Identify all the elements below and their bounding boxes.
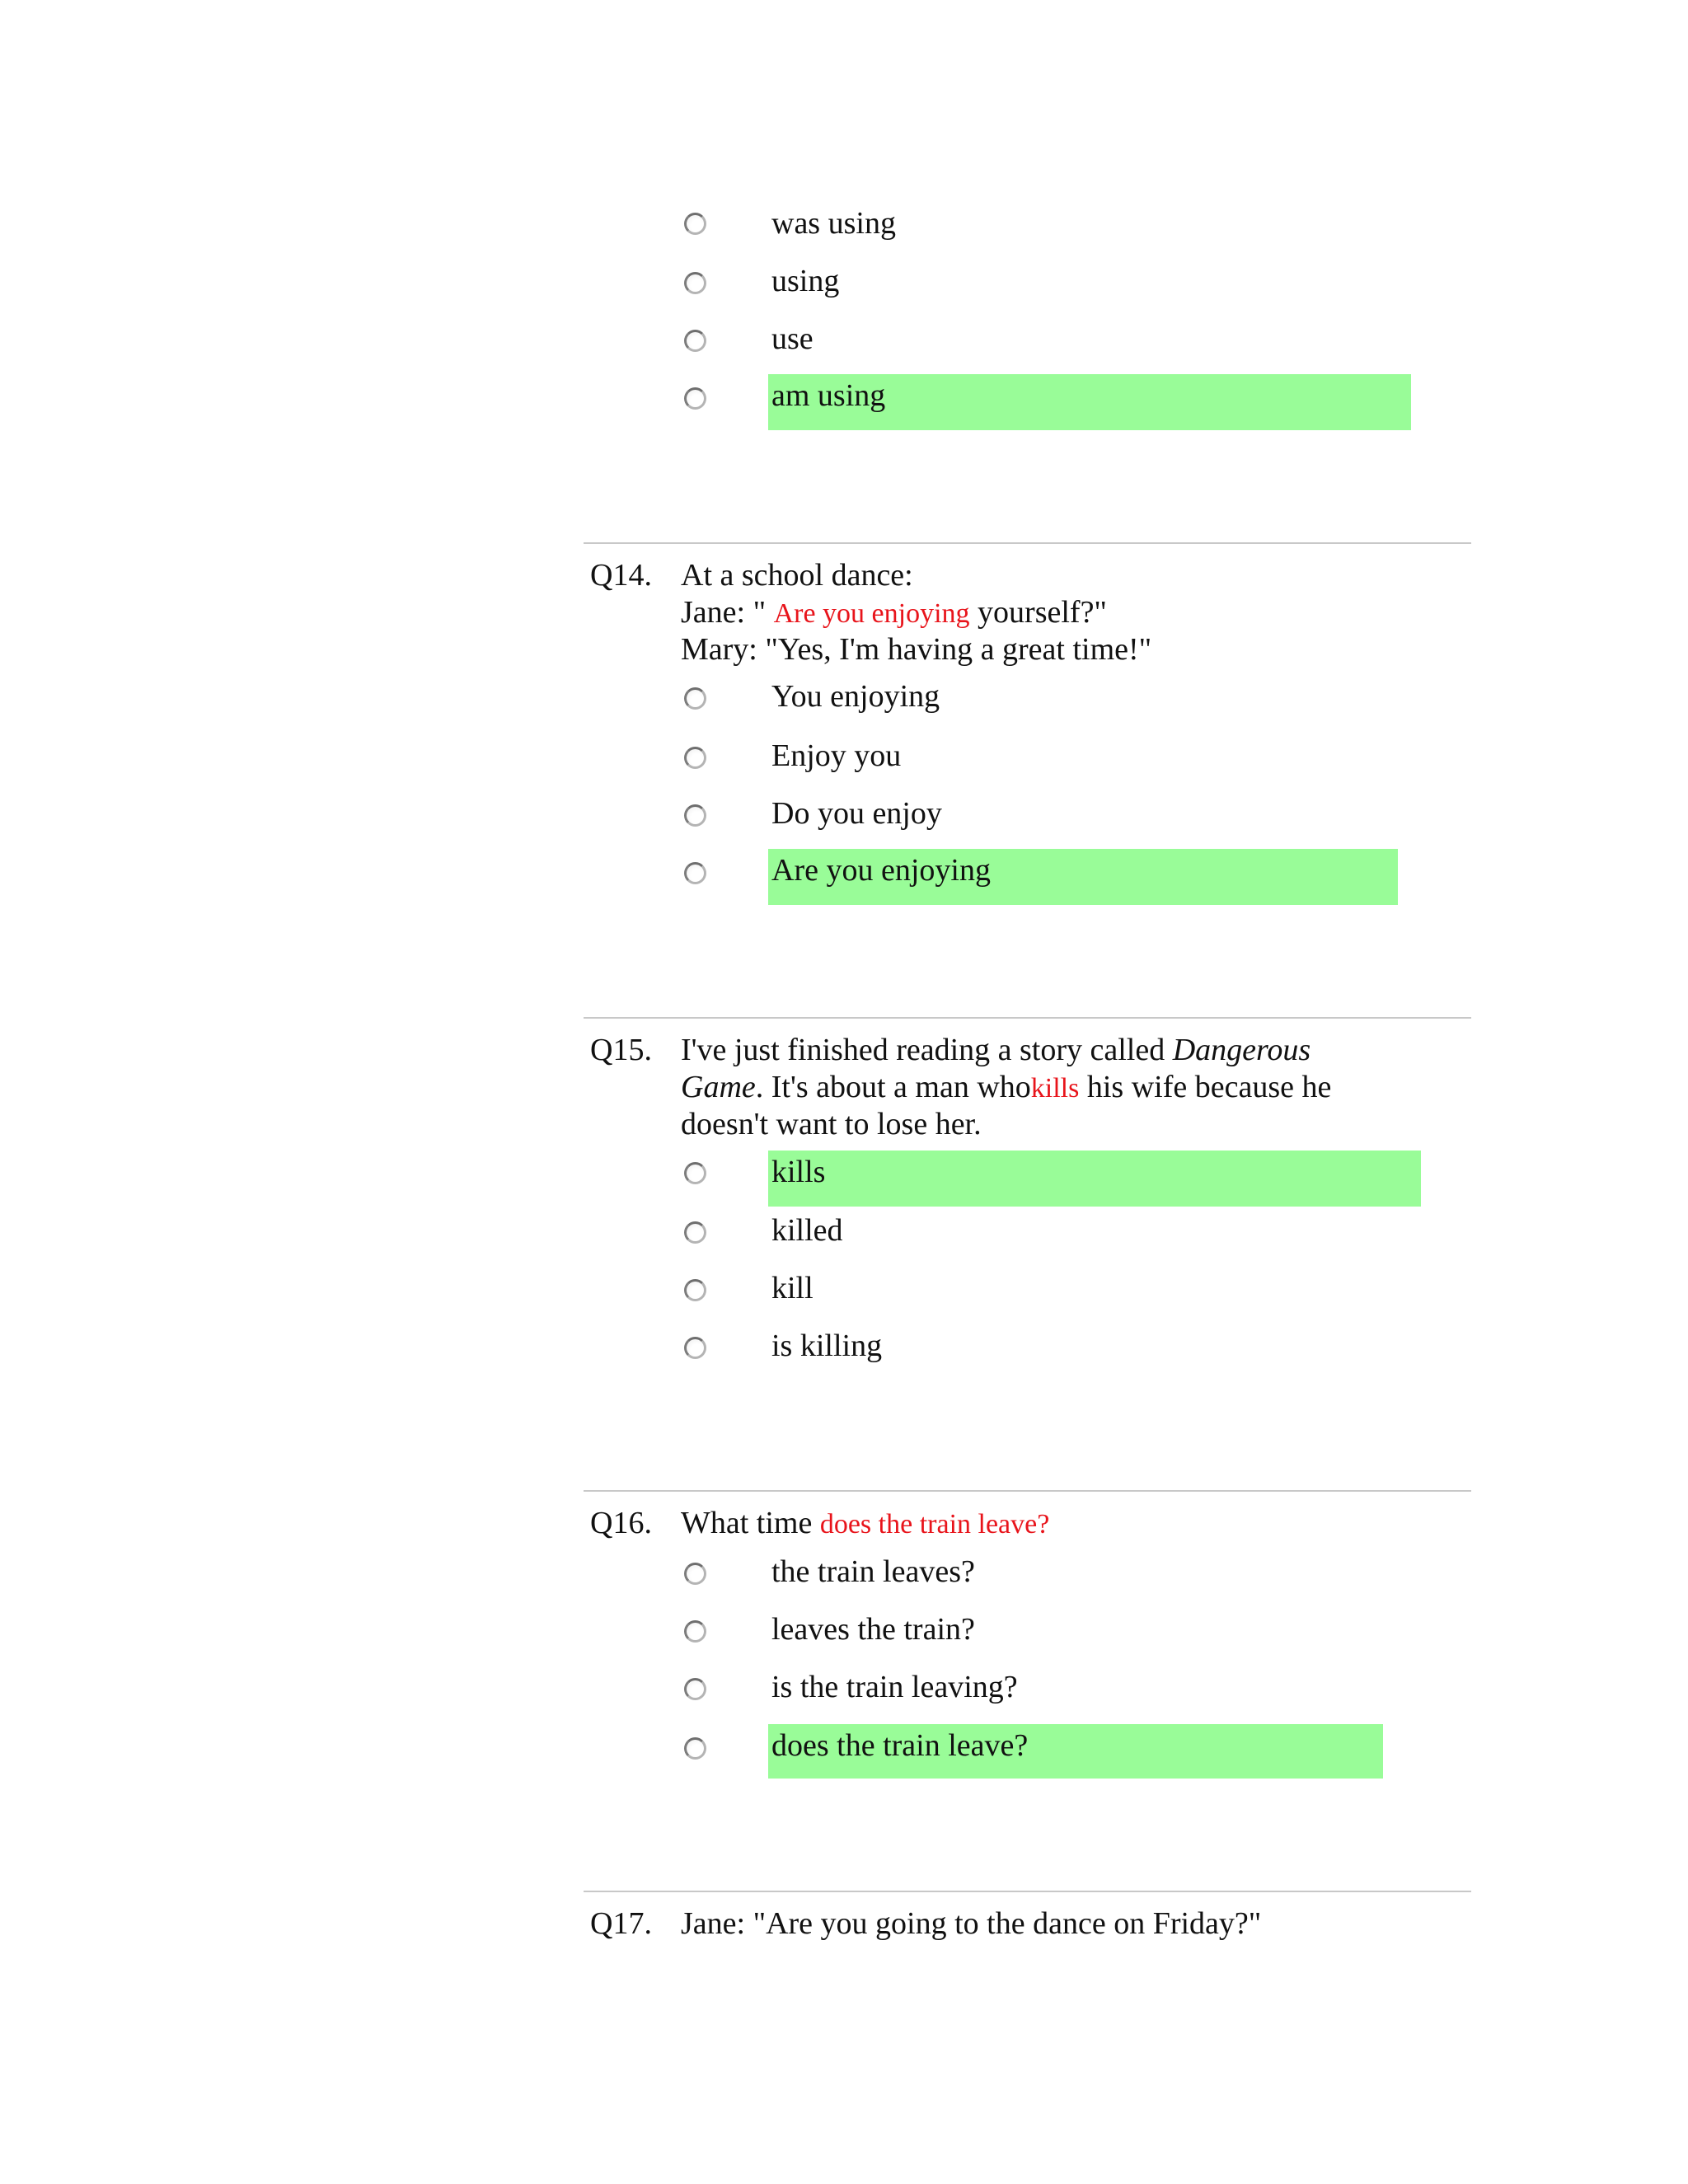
q15-line-2-pre: . It's about a man who — [755, 1070, 1031, 1104]
q15-filled-answer: kills — [1030, 1073, 1080, 1104]
q14-line-1: At a school dance: — [681, 558, 913, 593]
q13-option-1-radio[interactable] — [684, 213, 706, 235]
divider-q17 — [584, 1891, 1471, 1892]
q16-option-1-label[interactable]: the train leaves? — [771, 1554, 975, 1589]
q16-option-3-label[interactable]: is the train leaving? — [771, 1670, 1018, 1704]
q16-filled-answer: does the train leave? — [819, 1509, 1050, 1540]
q16-option-4-radio[interactable] — [684, 1737, 706, 1760]
q16-option-2-radio[interactable] — [684, 1620, 706, 1643]
q13-option-4-radio[interactable] — [684, 387, 706, 410]
q14-line-2-post: yourself?" — [969, 595, 1107, 630]
q15-number: Q15. — [590, 1033, 652, 1067]
q14-option-2-label[interactable]: Enjoy you — [771, 738, 902, 773]
q15-story-title-part-1: Dangerous — [1172, 1033, 1311, 1067]
q15-line-1 — [681, 1032, 1311, 1069]
q14-number: Q14. — [590, 558, 652, 593]
divider-q16 — [584, 1490, 1471, 1492]
divider-q15 — [584, 1017, 1471, 1019]
q16-option-3-radio[interactable] — [684, 1678, 706, 1700]
q16-line-1-pre: What time — [681, 1506, 820, 1540]
q15-option-3-radio[interactable] — [684, 1279, 706, 1301]
q14-option-4-radio[interactable] — [684, 862, 706, 884]
q16-option-4-label-correct[interactable]: does the train leave? — [768, 1724, 1383, 1779]
q15-option-2-radio[interactable] — [684, 1221, 706, 1244]
q15-option-2-label[interactable]: killed — [771, 1213, 843, 1248]
q13-option-3-label[interactable]: use — [771, 321, 814, 356]
q15-story-title-part-2: Game — [681, 1070, 756, 1104]
q13-option-3-radio[interactable] — [684, 330, 706, 352]
q16-option-1-radio[interactable] — [684, 1563, 706, 1585]
q14-option-1-label[interactable]: You enjoying — [771, 679, 940, 714]
q15-option-3-label[interactable]: kill — [771, 1271, 814, 1305]
q15-line-2 — [681, 1069, 1331, 1107]
q14-option-4-label-correct[interactable]: Are you enjoying — [768, 849, 1398, 905]
q15-line-3: doesn't want to lose her. — [681, 1107, 982, 1141]
q15-option-4-label[interactable]: is killing — [771, 1329, 883, 1363]
q14-filled-answer: Are you enjoying — [773, 598, 970, 629]
q17-line-1: Jane: "Are you going to the dance on Friday?" — [681, 1906, 1262, 1941]
q13-option-1-label[interactable]: was using — [771, 206, 896, 241]
q15-option-1-radio[interactable] — [684, 1162, 706, 1184]
q16-line-1 — [681, 1505, 1049, 1543]
q16-number: Q16. — [590, 1506, 652, 1540]
q13-option-2-radio[interactable] — [684, 272, 706, 294]
q15-line-2-post: his wife because he — [1079, 1070, 1332, 1104]
q14-line-2-pre: Jane: " — [681, 595, 774, 630]
q14-line-3: Mary: "Yes, I'm having a great time!" — [681, 632, 1152, 667]
q15-option-1-label-correct[interactable]: kills — [768, 1151, 1421, 1207]
q14-option-3-label[interactable]: Do you enjoy — [771, 796, 942, 831]
q15-line-1-pre: I've just finished reading a story called — [681, 1033, 1173, 1067]
q17-number: Q17. — [590, 1906, 652, 1941]
q16-option-2-label[interactable]: leaves the train? — [771, 1612, 975, 1647]
q13-option-4-label-correct[interactable]: am using — [768, 374, 1411, 430]
q14-option-3-radio[interactable] — [684, 804, 706, 827]
q13-option-2-label[interactable]: using — [771, 264, 840, 298]
q14-option-2-radio[interactable] — [684, 747, 706, 769]
q14-option-1-radio[interactable] — [684, 687, 706, 710]
q14-line-2 — [681, 594, 1107, 632]
divider-q14 — [584, 542, 1471, 544]
q15-option-4-radio[interactable] — [684, 1337, 706, 1359]
